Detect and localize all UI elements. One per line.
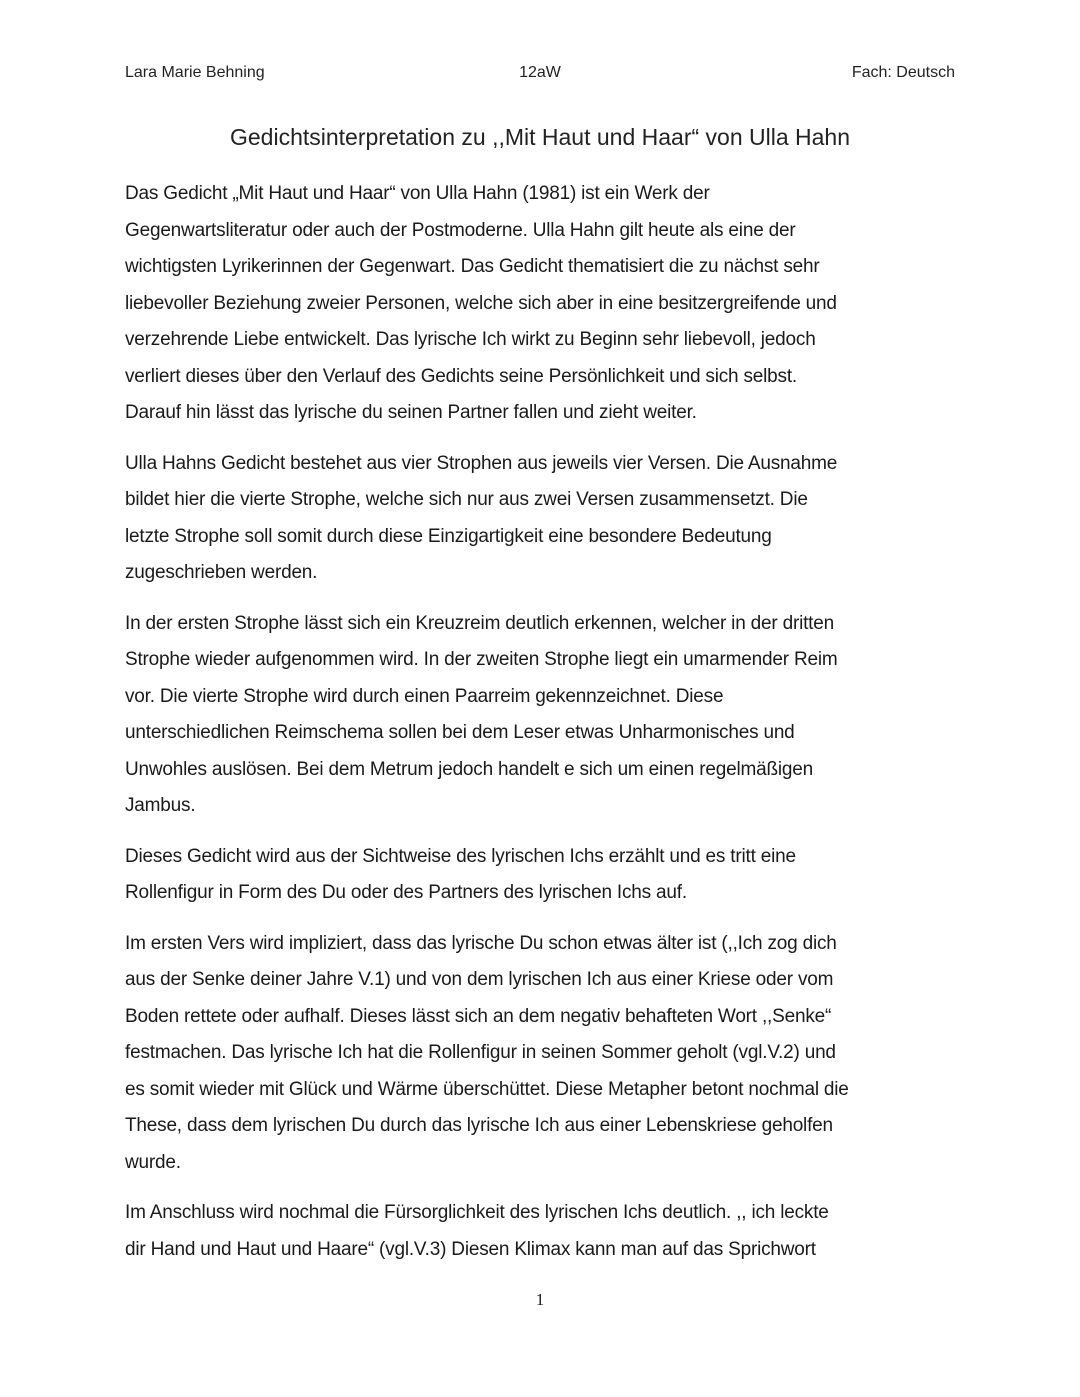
text-line: verzehrende Liebe entwickelt. Das lyrische Ich wirkt zu Beginn sehr liebevoll, jedoch [125,329,816,350]
text-line: bildet hier die vierte Strophe, welche sich nur aus zwei Versen zusammensetzt. Die [125,489,808,510]
text-line: zugeschrieben werden. [125,562,318,583]
header-author: Lara Marie Behning [125,64,265,81]
paragraph [125,839,965,912]
page-number: 1 [535,1290,545,1309]
document-body [125,176,965,1282]
text-line: aus der Senke deiner Jahre V.1) und von dem lyrischen Ich aus einer Kriese oder vom [125,969,834,990]
text-line: Dieses Gedicht wird aus der Sichtweise des lyrischen Ichs erzählt und es tritt eine [125,845,796,867]
text-line: liebevoller Beziehung zweier Personen, welche sich aber in eine besitzergreifende und [125,292,837,314]
text-line: unterschiedlichen Reimschema sollen bei dem Leser etwas Unharmonisches und [125,722,795,743]
text-line: Im ersten Vers wird impliziert, dass das lyrische Du schon etwas älter ist (,,Ich zog dich [125,932,837,954]
text-line: letzte Strophe soll somit durch diese Einzigartigkeit eine besondere Bedeutung [125,525,772,547]
text-line: Darauf hin lässt das lyrische du seinen Partner fallen und zieht weiter. [125,402,697,423]
text-line: wichtigsten Lyrikerinnen der Gegenwart. Das Gedicht thematisiert die zu nächst sehr [125,256,820,277]
document-title: Gedichtsinterpretation zu ,,Mit Haut und Haar“ von Ulla Hahn [229,124,851,150]
paragraph [125,176,965,432]
text-line: Das Gedicht „Mit Haut und Haar“ von Ulla Hahn (1981) ist ein Werk der [125,183,710,204]
text-line: Gegenwartsliteratur oder auch der Postmoderne. Ulla Hahn gilt heute als eine der [125,219,796,241]
text-line: Rollenfigur in Form des Du oder des Partners des lyrischen Ichs auf. [125,882,687,903]
text-line: dir Hand und Haut und Haare“ (vgl.V.3) Diesen Klimax kann man auf das Sprichwort [125,1238,816,1260]
paragraph [125,926,965,1182]
text-line: Strophe wieder aufgenommen wird. In der zweiten Strophe liegt ein umarmender Reim [125,649,838,670]
header-class: 12aW [519,64,561,81]
text-line: Unwohles auslösen. Bei dem Metrum jedoch handelt e sich um einen regelmäßigen [125,758,813,780]
text-line: Jambus. [125,795,196,816]
text-line: es somit wieder mit Glück und Wärme überschüttet. Diese Metapher betont nochmal die [125,1078,849,1100]
header-subject: Fach: Deutsch [851,64,955,81]
text-line: Im Anschluss wird nochmal die Fürsorglichkeit des lyrischen Ichs deutlich. ,, ich leckte [125,1202,829,1223]
text-line: vor. Die vierte Strophe wird durch einen Paarreim gekennzeichnet. Diese [125,685,724,707]
text-line: verliert dieses über den Verlauf des Gedichts seine Persönlichkeit und sich selbst. [125,365,797,387]
text-line: wurde. [125,1151,181,1173]
paragraph [125,606,965,825]
text-line: festmachen. Das lyrische Ich hat die Rollenfigur in seinen Sommer geholt (vgl.V.2) und [125,1042,836,1063]
text-line: These, dass dem lyrischen Du durch das lyrische Ich aus einer Lebenskriese geholfen [125,1115,833,1136]
paragraph [125,446,965,592]
paragraph [125,1195,965,1268]
text-line: Ulla Hahns Gedicht bestehet aus vier Strophen aus jeweils vier Versen. Die Ausnahme [125,452,838,474]
text-line: In der ersten Strophe lässt sich ein Kreuzreim deutlich erkennen, welcher in der dritten [125,612,834,634]
text-line: Boden rettete oder aufhalf. Dieses lässt sich an dem negativ behafteten Wort ,,Senke“ [125,1005,832,1027]
